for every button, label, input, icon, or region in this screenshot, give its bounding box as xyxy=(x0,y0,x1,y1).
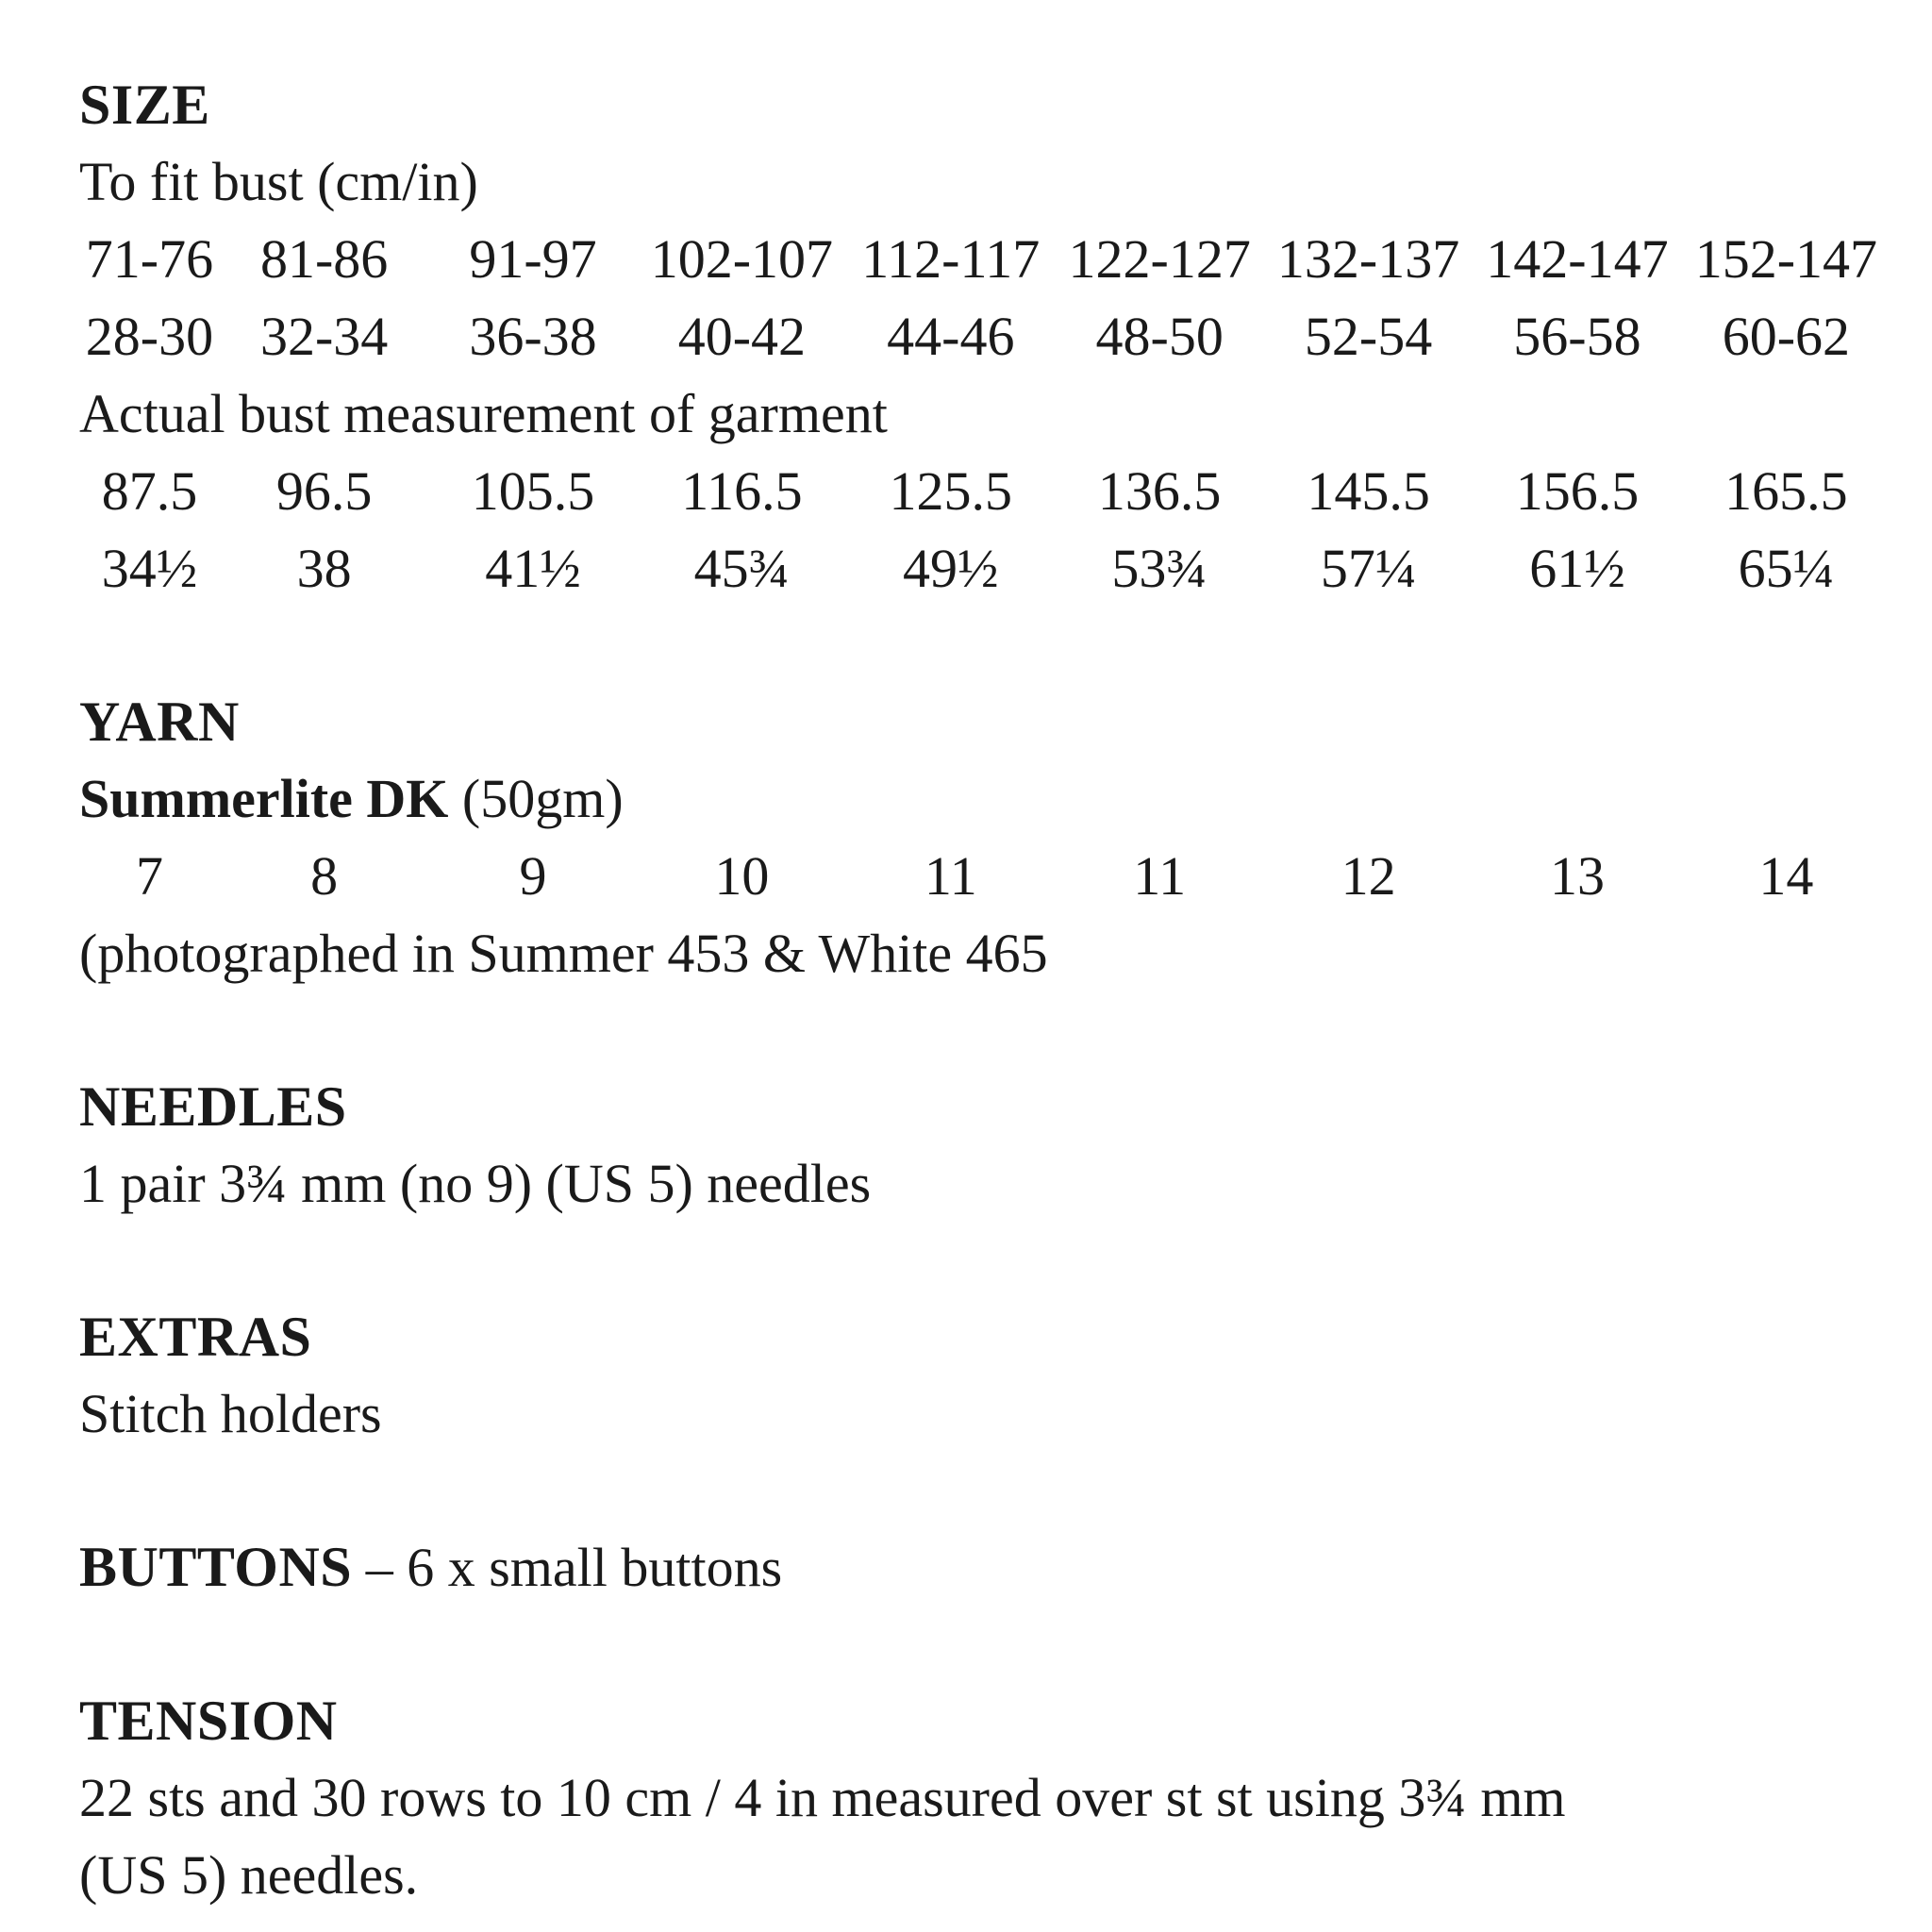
quantity-cell: 14 xyxy=(1758,845,1814,907)
size-cell: 112-117 xyxy=(861,228,1041,290)
size-cell: 61½ xyxy=(1529,538,1625,599)
tension-text-line2: (US 5) needles. xyxy=(79,1844,419,1906)
buttons-heading: BUTTONS xyxy=(79,1536,353,1598)
quantity-cell: 7 xyxy=(135,845,163,907)
size-cell: 136.5 xyxy=(1097,460,1222,522)
pattern-info xyxy=(79,66,1890,1914)
size-cell: 165.5 xyxy=(1724,460,1848,522)
spacer xyxy=(79,608,1890,683)
actual-bust-label: Actual bust measurement of garment xyxy=(79,383,888,444)
size-cell: 60-62 xyxy=(1722,306,1851,367)
yarn-heading: YARN xyxy=(79,691,240,753)
spacer xyxy=(79,992,1890,1068)
size-cell: 125.5 xyxy=(889,460,1013,522)
fit-bust-cm-row xyxy=(79,221,1890,298)
size-cell: 45¾ xyxy=(693,538,791,599)
size-cell: 142-147 xyxy=(1486,228,1669,290)
size-cell: 48-50 xyxy=(1095,306,1224,367)
size-cell: 145.5 xyxy=(1307,460,1430,522)
quantity-cell: 11 xyxy=(924,845,977,907)
size-cell: 91-97 xyxy=(469,228,597,290)
size-cell: 53¾ xyxy=(1111,538,1208,599)
quantity-cell: 12 xyxy=(1341,845,1396,907)
quantity-cell: 8 xyxy=(310,845,339,907)
size-cell: 156.5 xyxy=(1515,460,1640,522)
size-cell: 52-54 xyxy=(1304,306,1433,367)
size-cell: 44-46 xyxy=(887,306,1015,367)
size-cell: 34½ xyxy=(101,538,198,599)
size-cell: 122-127 xyxy=(1068,228,1251,290)
quantity-cell: 11 xyxy=(1133,845,1187,907)
size-cell: 81-86 xyxy=(259,228,389,290)
size-cell: 38 xyxy=(296,538,352,599)
actual-bust-in-row xyxy=(79,530,1890,608)
yarn-name: Summerlite DK xyxy=(79,768,449,829)
needles-heading: NEEDLES xyxy=(79,1075,347,1138)
spacer xyxy=(79,1607,1890,1682)
yarn-name-line xyxy=(79,760,1890,838)
buttons-line xyxy=(79,1528,1890,1607)
needles-text: 1 pair 3¾ mm (no 9) (US 5) needles xyxy=(79,1153,872,1214)
yarn-weight: (50gm) xyxy=(461,768,624,829)
size-cell: 65¼ xyxy=(1738,538,1835,599)
fit-bust-in-row xyxy=(79,298,1890,375)
fit-bust-label: To fit bust (cm/in) xyxy=(79,151,478,212)
extras-text: Stitch holders xyxy=(79,1383,382,1444)
size-cell: 32-34 xyxy=(259,306,389,367)
size-cell: 41½ xyxy=(485,538,581,599)
size-cell: 152-147 xyxy=(1694,228,1878,290)
spacer xyxy=(79,1223,1890,1298)
size-cell: 105.5 xyxy=(471,460,595,522)
extras-heading: EXTRAS xyxy=(79,1306,312,1368)
size-cell: 87.5 xyxy=(101,460,198,522)
size-cell: 40-42 xyxy=(677,306,807,367)
spacer xyxy=(79,1453,1890,1528)
buttons-text: – 6 x small buttons xyxy=(352,1537,783,1598)
size-heading: SIZE xyxy=(79,74,210,136)
size-cell: 56-58 xyxy=(1513,306,1641,367)
size-cell: 71-76 xyxy=(85,228,214,290)
size-cell: 102-107 xyxy=(650,228,834,290)
tension-heading: TENSION xyxy=(79,1690,338,1752)
size-cell: 49½ xyxy=(903,538,999,599)
quantity-cell: 10 xyxy=(714,845,770,907)
actual-bust-cm-row xyxy=(79,453,1890,530)
quantity-cell: 13 xyxy=(1549,845,1605,907)
size-cell: 132-137 xyxy=(1276,228,1460,290)
size-cell: 36-38 xyxy=(469,306,597,367)
quantity-cell: 9 xyxy=(519,845,547,907)
yarn-quantity-row xyxy=(79,838,1890,915)
size-cell: 28-30 xyxy=(85,306,214,367)
size-cell: 57¼ xyxy=(1320,538,1417,599)
size-cell: 96.5 xyxy=(275,460,373,522)
size-cell: 116.5 xyxy=(681,460,803,522)
tension-text-line1: 22 sts and 30 rows to 10 cm / 4 in measured over st st using 3¾ mm xyxy=(79,1767,1566,1828)
yarn-note: (photographed in Summer 453 & White 465 xyxy=(79,923,1048,984)
